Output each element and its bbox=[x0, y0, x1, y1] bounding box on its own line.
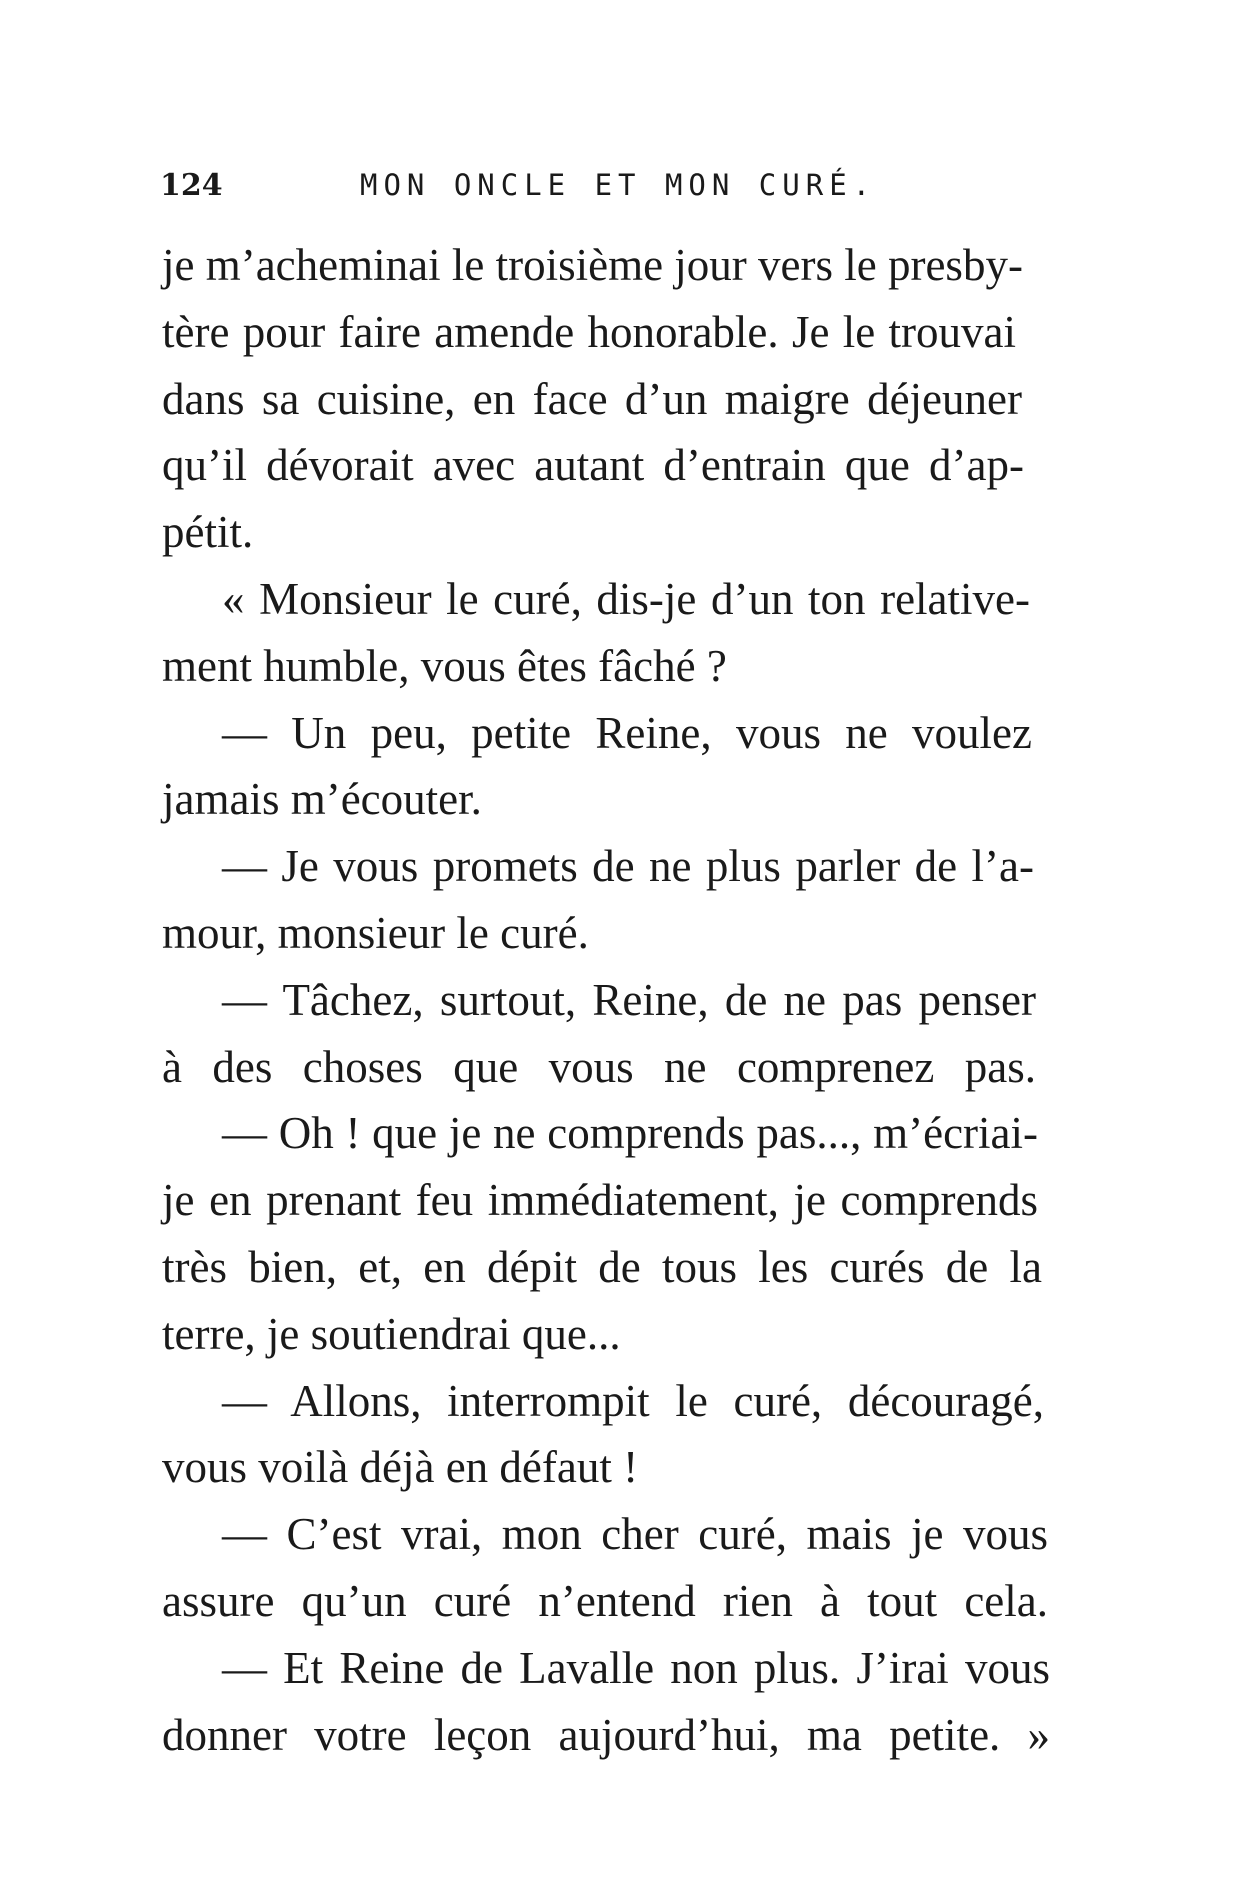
text-line: « Monsieur le curé, dis-je d’un ton relative- bbox=[222, 573, 1030, 624]
text-line: donner votre leçon aujourd’hui, ma petite. » bbox=[162, 1709, 1050, 1760]
text-line: — Je vous promets de ne plus parler de l’a- bbox=[222, 841, 1034, 892]
running-title: MON ONCLE ET MON CURÉ. bbox=[360, 168, 877, 202]
text-line: ment humble, vous êtes fâché ? bbox=[162, 640, 727, 691]
text-line: — Allons, interrompit le curé, découragé, bbox=[222, 1375, 1044, 1426]
page-header bbox=[160, 168, 920, 212]
text-line: — Tâchez, surtout, Reine, de ne pas penser bbox=[222, 974, 1036, 1025]
text-line: à des choses que vous ne comprenez pas. bbox=[162, 1041, 1036, 1092]
body-text bbox=[162, 232, 1062, 1768]
text-line: pétit. bbox=[162, 507, 254, 558]
text-line: je en prenant feu immédiatement, je comprends bbox=[162, 1175, 1038, 1226]
text-line: mour, monsieur le curé. bbox=[162, 907, 589, 958]
text-line: terre, je soutiendrai que... bbox=[162, 1308, 621, 1359]
text-line: qu’il dévorait avec autant d’entrain que d’ap- bbox=[162, 440, 1024, 491]
text-line: vous voilà déjà en défaut ! bbox=[162, 1442, 639, 1493]
text-line: — Un peu, petite Reine, vous ne voulez bbox=[222, 707, 1032, 758]
text-line: dans sa cuisine, en face d’un maigre déjeuner bbox=[162, 373, 1022, 424]
text-line: je m’acheminai le troisième jour vers le presby- bbox=[162, 240, 1023, 290]
text-line: — Et Reine de Lavalle non plus. J’irai vous bbox=[222, 1642, 1050, 1693]
text-line: — C’est vrai, mon cher curé, mais je vous bbox=[222, 1509, 1048, 1560]
page-number: 124 bbox=[160, 168, 223, 203]
text-line: tère pour faire amende honorable. Je le trouvai bbox=[162, 306, 1016, 357]
text-line: jamais m’écouter. bbox=[162, 774, 482, 825]
text-line: assure qu’un curé n’entend rien à tout cela. bbox=[162, 1575, 1048, 1626]
text-line: — Oh ! que je ne comprends pas..., m’écriai- bbox=[222, 1108, 1038, 1159]
text-line: très bien, et, en dépit de tous les curés de la bbox=[162, 1241, 1042, 1292]
